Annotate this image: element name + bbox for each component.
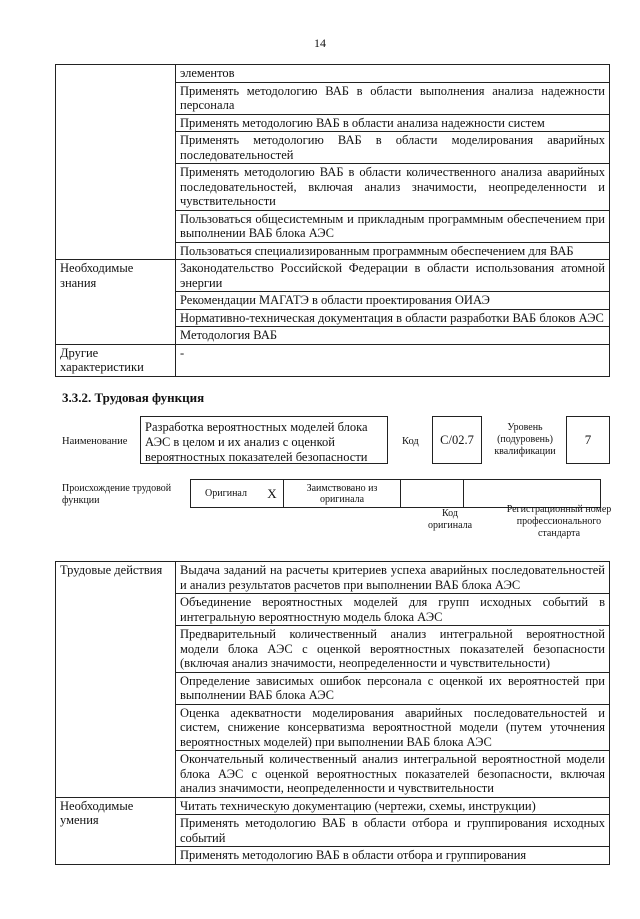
- original-label: Оригинал: [191, 480, 262, 508]
- level-label: Уровень (подуровень) квалификации: [494, 422, 556, 457]
- borrowed-label: Заимствовано из оригинала: [284, 480, 401, 508]
- code-label: Код: [402, 436, 419, 447]
- row-item: Применять методологию ВАБ в области выполнения анализа надежности персонала: [176, 82, 610, 114]
- name-label: Наименование: [62, 436, 128, 447]
- table-row: [56, 260, 610, 292]
- row-item: Применять методологию ВАБ в области моделирования аварийных последовательностей: [176, 132, 610, 164]
- page-number: 14: [314, 36, 326, 50]
- row-label: Другие характеристики: [56, 344, 176, 376]
- row-label: Трудовые действия: [56, 562, 176, 798]
- row-item: Применять методологию ВАБ в области отбора и группирования исходных событий: [176, 815, 610, 847]
- function-name-value: Разработка вероятностных моделей блока АЭС в целом и их анализ с оценкой вероятностных показателей безопасности: [140, 416, 388, 464]
- code-original-cell: [401, 480, 464, 508]
- row-item: Определение зависимых ошибок персонала с оценкой их вероятностей при выполнении ВАБ блока АЭС: [176, 672, 610, 704]
- row-item: Объединение вероятностных моделей для групп исходных событий в интегральную вероятностную модель блока АЭС: [176, 594, 610, 626]
- row-item: Читать техническую документацию (чертежи, схемы, инструкции): [176, 797, 610, 815]
- row-item: Применять методологию ВАБ в области количественного анализа аварийных последовательностей, включая анализ значимости, неопределенности и чувствительности: [176, 164, 610, 211]
- function-code-value: C/02.7: [432, 416, 482, 464]
- row-item: Предварительный количественный анализ интегральной вероятностной модели блока АЭС с оценкой вероятностных показателей безопасности (включая анализ значимости, неопределенности и чувствительности): [176, 626, 610, 673]
- row-item: Законодательство Российской Федерации в области использования атомной энергии: [176, 260, 610, 292]
- row-item: элементов: [176, 65, 610, 83]
- row-item: Оценка адекватности моделирования аварийных последовательностей и систем, снижение консерватизма вероятностной модели (путем уточнения вероятностных моделей) при выполнении ВАБ блока АЭС: [176, 704, 610, 751]
- origin-label: Происхождение трудовой функции: [62, 483, 172, 506]
- reg-number-label: Регистрационный номер профессионального стандарта: [506, 504, 612, 539]
- row-item: Пользоваться общесистемным и прикладным программным обеспечением при выполнении ВАБ блока АЭС: [176, 210, 610, 242]
- row-item: Нормативно-техническая документация в области разработки ВАБ блоков АЭС: [176, 309, 610, 327]
- row-item: Применять методологию ВАБ в области отбора и группирования: [176, 847, 610, 865]
- section-title: 3.3.2. Трудовая функция: [62, 390, 205, 405]
- row-item: Рекомендации МАГАТЭ в области проектирования ОИАЭ: [176, 292, 610, 310]
- row-label: [56, 65, 176, 260]
- original-mark: X: [261, 480, 284, 508]
- code-original-label: Код оригинала: [427, 508, 473, 531]
- row-item: Методология ВАБ: [176, 327, 610, 345]
- row-item: Окончательный количественный анализ интегральной вероятностной модели блока АЭС с оценкой вероятностных показателей безопасности, включая анализ значимости, неопределенности и чувствительности: [176, 751, 610, 798]
- table-row: [56, 797, 610, 815]
- labor-actions-table: [55, 561, 610, 865]
- table-row: [56, 65, 610, 83]
- row-item: Выдача заданий на расчеты критериев успеха аварийных последовательностей и анализ результатов расчетов при выполнении ВАБ блока АЭС: [176, 562, 610, 594]
- table-row: [56, 562, 610, 594]
- level-value: 7: [566, 416, 610, 464]
- row-item: Применять методологию ВАБ в области анализа надежности систем: [176, 114, 610, 132]
- table-row: [56, 344, 610, 376]
- skills-knowledge-table: [55, 64, 610, 377]
- row-item: Пользоваться специализированным программным обеспечением для ВАБ: [176, 242, 610, 260]
- row-label: Необходимые знания: [56, 260, 176, 345]
- row-label: Необходимые умения: [56, 797, 176, 864]
- row-item: -: [176, 344, 610, 376]
